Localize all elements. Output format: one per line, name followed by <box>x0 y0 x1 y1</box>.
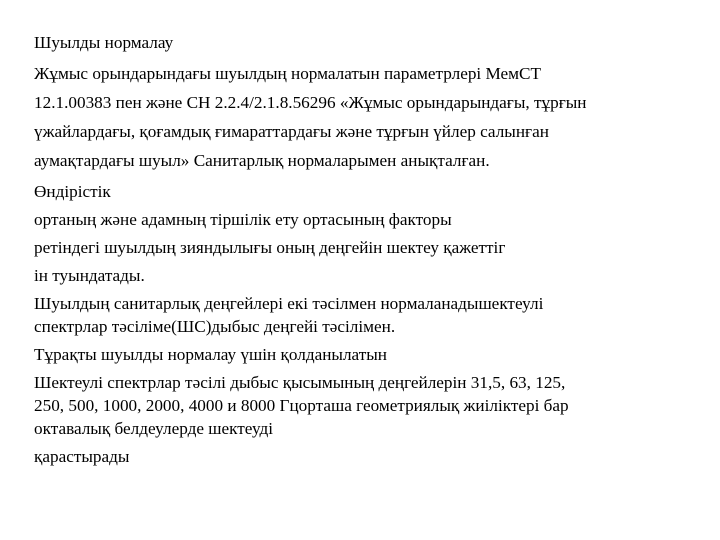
text-line: 250, 500, 1000, 2000, 4000 и 8000 Гцорташа геометриялық жиіліктері бар <box>34 396 569 415</box>
text-line: Шуылды нормалау <box>34 33 174 52</box>
text-line: Жұмыс орындарындағы шуылдың нормалатын параметрлері МемСТ <box>34 64 542 83</box>
text-line: 12.1.00383 пен және СН 2.2.4/2.1.8.56296 «Жұмыс орындарындағы, тұрғын <box>34 93 587 112</box>
paragraph-need <box>34 264 706 287</box>
paragraph-harm <box>34 236 706 259</box>
text-line: Өндірістік <box>34 182 111 201</box>
paragraph-considers <box>34 445 706 468</box>
paragraph-title <box>34 31 706 54</box>
paragraph-methods <box>34 292 706 338</box>
text-line: Тұрақты шуылды нормалау үшін қолданылатын <box>34 345 387 364</box>
paragraph-standards <box>34 59 706 175</box>
text-line: қарастырады <box>34 447 130 466</box>
text-line: үжайлардағы, қоғамдық ғимараттардағы және тұрғын үйлер салынған <box>34 122 549 141</box>
text-line: ін туындатады. <box>34 266 145 285</box>
document-text <box>34 31 706 473</box>
text-line: аумақтардағы шуыл» Санитарлық нормаларымен анықталған. <box>34 151 490 170</box>
text-line: октавалық белдеулерде шектеуді <box>34 419 273 438</box>
text-line: Шуылдың санитарлық деңгейлері екі тәсілмен нормаланадышектеулі <box>34 294 544 313</box>
text-line: Шектеулі спектрлар тәсілі дыбыс қысымының деңгейлерін 31,5, 63, 125, <box>34 373 566 392</box>
paragraph-spectrum <box>34 371 706 440</box>
text-line: ретіндегі шуылдың зияндылығы оның деңгейін шектеу қажеттіг <box>34 238 506 257</box>
paragraph-industrial <box>34 180 706 203</box>
text-line: ортаның және адамның тіршілік ету ортасының факторы <box>34 210 452 229</box>
text-line: спектрлар тәсіліме(ШС)дыбыс деңгейі тәсілімен. <box>34 317 396 336</box>
paragraph-environment <box>34 208 706 231</box>
paragraph-constant-noise <box>34 343 706 366</box>
